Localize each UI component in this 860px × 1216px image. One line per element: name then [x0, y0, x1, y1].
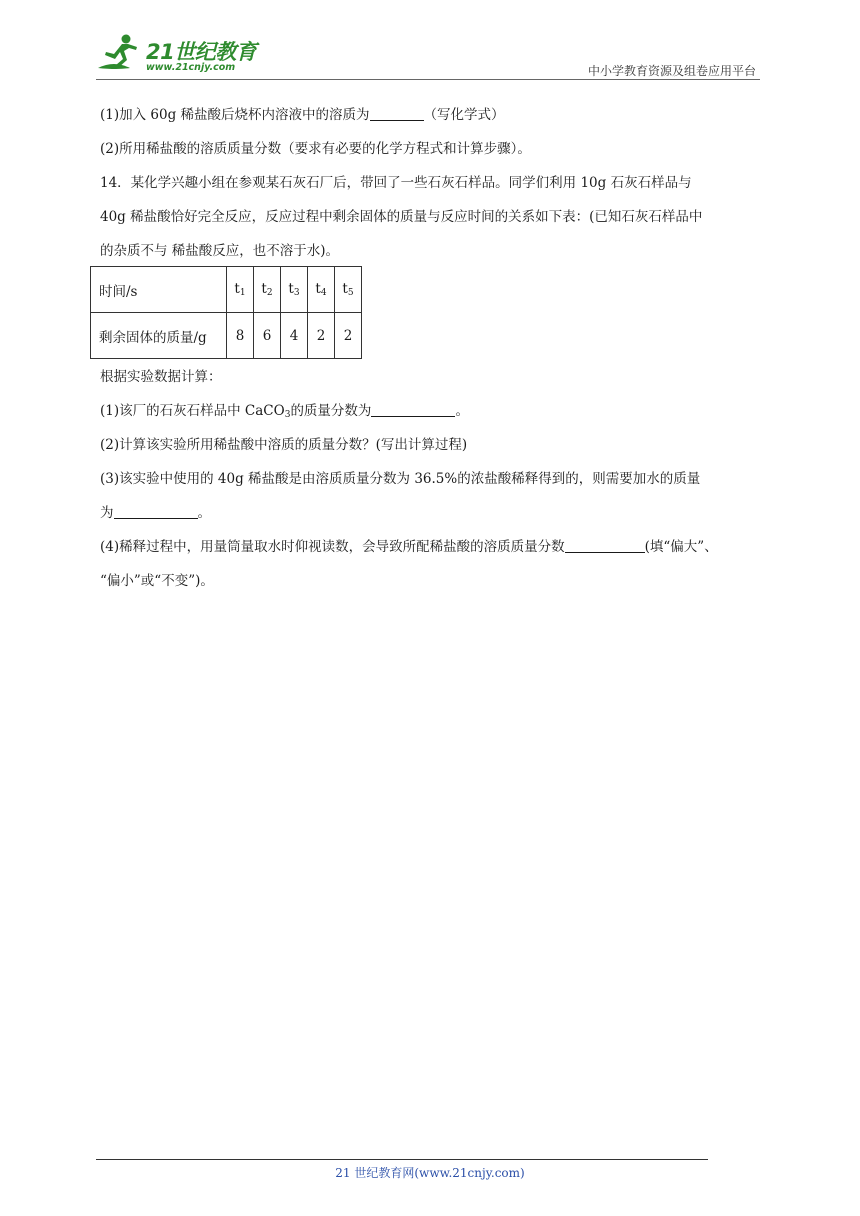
q14-part3-end: 。: [197, 505, 211, 521]
site-logo: [96, 32, 266, 78]
q14-part3-text: 为: [100, 505, 114, 521]
time-cell: $t_4$: [308, 267, 335, 313]
time-cell: $t_1$: [227, 267, 254, 313]
mass-cell: 8: [227, 313, 254, 359]
q14-part1: [100, 402, 469, 425]
q14-part2: (2)计算该实验所用稀盐酸中溶质的质量分数？(写出计算过程): [100, 437, 468, 453]
platform-tagline: 中小学教育资源及组卷应用平台: [587, 64, 756, 78]
table-header-mass: 剩余固体的质量/g: [91, 313, 227, 359]
answer-blank: [565, 538, 645, 553]
q13-part1-text: (1)加入 60g 稀盐酸后烧杯内溶液中的溶质为: [100, 107, 370, 123]
q14-part4-line2: “偏小”或“不变”)。: [100, 573, 214, 589]
q14-part1-text-cont: 的质量分数为: [290, 403, 372, 419]
q14-part4-line1: [100, 538, 718, 557]
q14-part4-options: (填“偏大”、: [644, 539, 718, 555]
answer-blank: [371, 402, 455, 417]
logo-url: www.21cnjy.com: [146, 62, 236, 73]
runner-logo-icon: [96, 32, 144, 76]
header-divider: [96, 79, 760, 80]
logo-title: 21世纪教育: [146, 40, 257, 64]
page-header: [96, 32, 760, 78]
q13-part2: (2)所用稀盐酸的溶质质量分数（要求有必要的化学方程式和计算步骤）。: [100, 141, 531, 157]
q14-intro-line1: 14．某化学兴趣小组在参观某石灰石厂后，带回了一些石灰石样品。同学们利用 10g 石灰石样品与: [100, 175, 692, 191]
q13-part1: [100, 106, 505, 125]
table-row: [91, 267, 362, 313]
q14-part1-end: 。: [455, 403, 469, 419]
mass-cell: 6: [254, 313, 281, 359]
q14-part3-line1: (3)该实验中使用的 40g 稀盐酸是由溶质质量分数为 36.5%的浓盐酸稀释得到的，则需要加水的质量: [100, 471, 701, 487]
mass-cell: 2: [335, 313, 362, 359]
calc-instruction: 根据实验数据计算：: [100, 369, 222, 385]
q14-part3-line2: [100, 504, 211, 523]
time-cell: $t_5$: [335, 267, 362, 313]
table-header-time: 时间/s: [91, 267, 227, 313]
time-cell: $t_3$: [281, 267, 308, 313]
table-row: [91, 313, 362, 359]
mass-time-table: [90, 266, 362, 359]
mass-cell: 4: [281, 313, 308, 359]
answer-blank: [114, 504, 198, 519]
q14-part1-text: (1)该厂的石灰石样品中 CaCO: [100, 403, 285, 419]
q14-part4-text: (4)稀释过程中，用量筒量取水时仰视读数，会导致所配稀盐酸的溶质质量分数: [100, 539, 565, 555]
q13-part1-hint: （写化学式）: [423, 107, 505, 123]
answer-blank: [370, 106, 424, 121]
formula-subscript: 3: [284, 410, 291, 420]
q14-intro-line2: 40g 稀盐酸恰好完全反应，反应过程中剩余固体的质量与反应时间的关系如下表：(已知石灰石样品中: [100, 209, 703, 225]
time-cell: $t_2$: [254, 267, 281, 313]
mass-cell: 2: [308, 313, 335, 359]
q14-intro-line3: 的杂质不与 稀盐酸反应，也不溶于水)。: [100, 243, 340, 259]
footer-divider: [96, 1159, 708, 1160]
page-footer: 21 世纪教育网(www.21cnjy.com): [335, 1166, 525, 1180]
